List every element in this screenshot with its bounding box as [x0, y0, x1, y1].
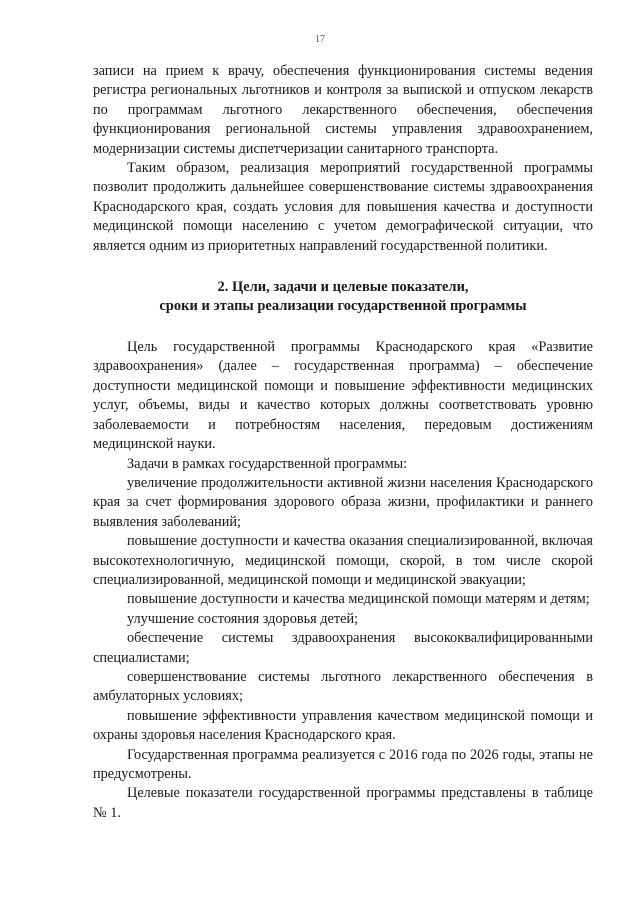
- paragraph: Таким образом, реализация мероприятий государственной программы позволит продолжить дальнейшее совершенствование системы здравоохранения Краснодарского края, создать условия для повышения качества и доступности медицинской помощи населению с учетом демографической ситуации, что является одним из приоритетных направлений государственной политики.: [93, 160, 593, 254]
- list-item: улучшение состояния здоровья детей;: [127, 610, 359, 627]
- list-item: увеличение продолжительности активной жизни населения Краснодарского края за счет формирования здорового образа жизни, профилактики и раннего выявления заболеваний;: [93, 474, 593, 530]
- section-heading-line: 2. Цели, задачи и целевые показатели,: [217, 279, 469, 296]
- section-heading-line: сроки и этапы реализации государственной программы: [159, 298, 527, 315]
- paragraph: записи на прием к врачу, обеспечения функционирования системы ведения регистра региональных льготников и контроля за выпиской и отпуском лекарств по программам льготного лекарственного обеспечения, обеспечения функционирования региональной системы управления здравоохранением, модернизации системы диспетчеризации санитарного транспорта.: [93, 63, 593, 157]
- list-item: повышение доступности и качества медицинской помощи матерям и детям;: [127, 591, 590, 608]
- section-heading: [93, 278, 593, 316]
- paragraph: Задачи в рамках государственной программы:: [127, 455, 408, 472]
- list-item: обеспечение системы здравоохранения высококвалифицированными специалистами;: [93, 630, 593, 666]
- paragraph: Государственная программа реализуется с 2016 года по 2026 годы, этапы не предусмотрены.: [93, 746, 593, 782]
- list-item: повышение доступности и качества оказания специализированной, включая высокотехнологичную, медицинской помощи, скорой, в том числе скорой специализированной, медицинской помощи и медицинской эвакуации;: [93, 533, 593, 588]
- paragraph: Целевые показатели государственной программы представлены в таблице № 1.: [93, 785, 593, 821]
- list-item: повышение эффективности управления качеством медицинской помощи и охраны здоровья населения Краснодарского края.: [93, 707, 593, 744]
- document-body: [93, 62, 593, 823]
- page-number: 17: [315, 34, 325, 45]
- list-item: совершенствование системы льготного лекарственного обеспечения в амбулаторных условиях;: [93, 668, 593, 705]
- paragraph: Цель государственной программы Краснодарского края «Развитие здравоохранения» (далее – государственная программа) – обеспечение доступности медицинской помощи и повышение эффективности медицинских услуг, объемы, виды и качество которых должны соответствовать уровню заболеваемости и потребностям населения, передовым достижениям медицинской науки.: [93, 339, 593, 453]
